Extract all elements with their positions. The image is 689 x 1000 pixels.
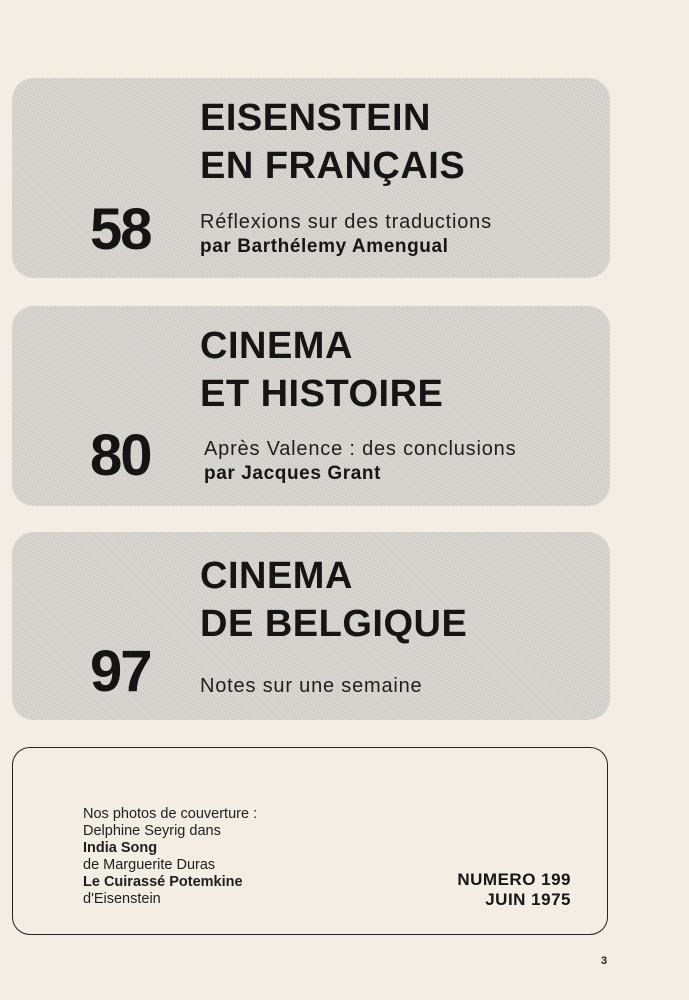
cover-credits xyxy=(83,806,257,908)
article-title-line1: CINEMA xyxy=(200,555,353,597)
article-page-number: 58 xyxy=(90,197,151,262)
article-block-eisenstein xyxy=(12,78,610,278)
article-page-number: 80 xyxy=(90,423,151,488)
cover-credits-box xyxy=(12,747,608,935)
article-title-line2: DE BELGIQUE xyxy=(200,603,468,645)
article-title-line2: ET HISTOIRE xyxy=(200,373,444,415)
article-title-line1: CINEMA xyxy=(200,325,353,367)
article-title-line2: EN FRANÇAIS xyxy=(200,145,466,187)
cover-credits-director1: de Marguerite Duras xyxy=(83,857,216,873)
cover-credits-director2: d'Eisenstein xyxy=(83,891,161,907)
cover-credits-heading: Nos photos de couverture : xyxy=(83,806,258,822)
issue-date: JUIN 1975 xyxy=(485,890,571,909)
article-author: par Jacques Grant xyxy=(204,463,382,484)
article-author: par Barthélemy Amengual xyxy=(200,236,449,257)
article-title xyxy=(200,94,465,190)
article-subtitle: Notes sur une semaine xyxy=(200,675,423,697)
article-subtitle: Réflexions sur des traductions xyxy=(200,211,492,233)
article-title-line1: EISENSTEIN xyxy=(200,97,431,139)
article-block-cinema-histoire xyxy=(12,306,610,506)
cover-credits-actress: Delphine Seyrig dans xyxy=(83,823,221,839)
page-number: 3 xyxy=(601,955,608,967)
cover-credits-film1: India Song xyxy=(83,840,158,856)
article-title xyxy=(200,552,467,648)
article-title xyxy=(200,322,443,418)
article-page-number: 97 xyxy=(90,639,151,704)
issue-info xyxy=(457,870,571,910)
article-subtitle: Après Valence : des conclusions xyxy=(204,438,517,460)
article-block-cinema-belgique xyxy=(12,532,610,720)
issue-number: NUMERO 199 xyxy=(457,870,571,889)
cover-credits-film2: Le Cuirassé Potemkine xyxy=(83,874,243,890)
